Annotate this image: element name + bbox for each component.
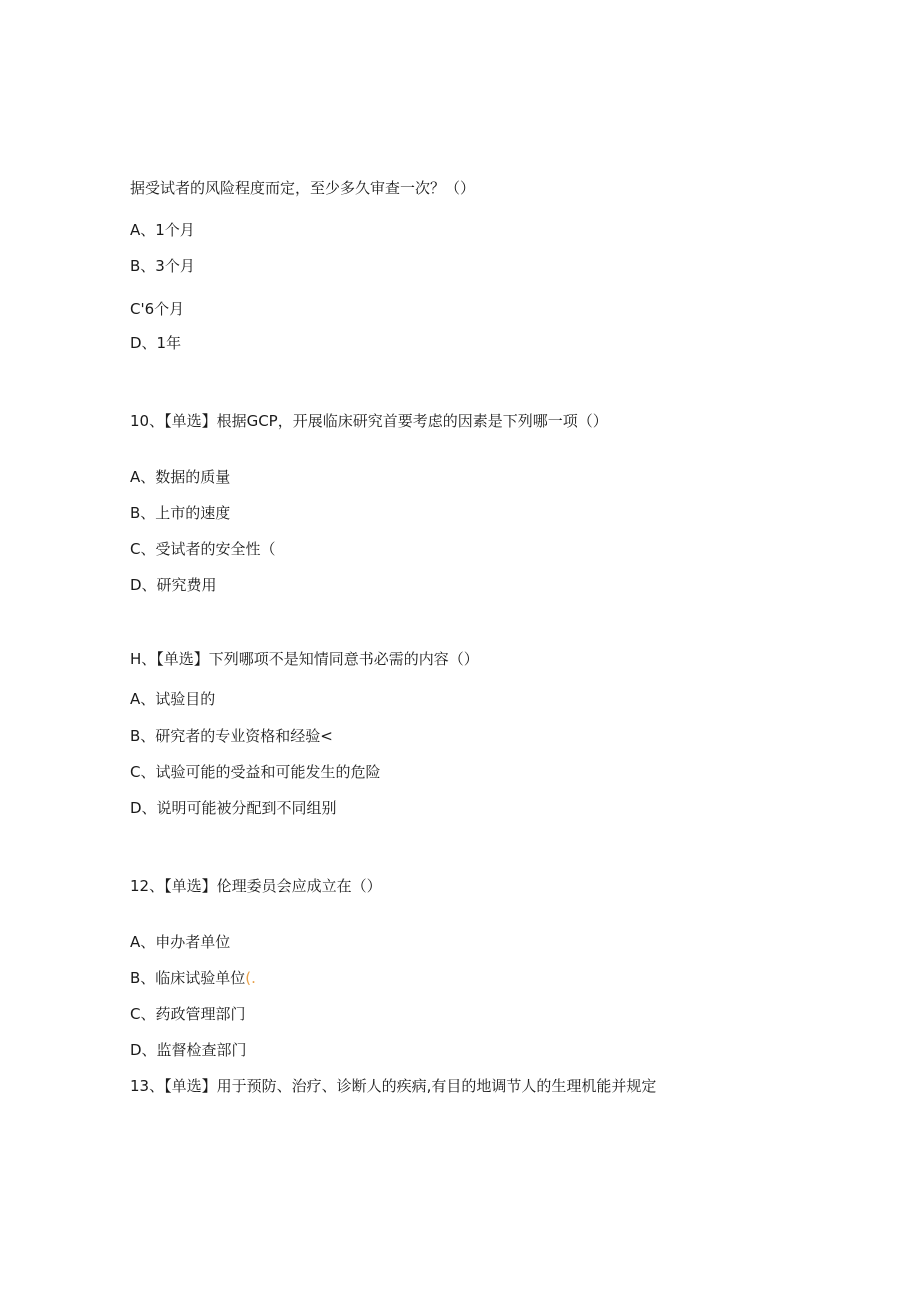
option-d: D、说明可能被分配到不同组别: [130, 799, 337, 817]
option-d: D、监督检查部门: [130, 1041, 247, 1059]
option-b: B、上市的速度: [130, 504, 231, 522]
question-stem: 10、【单选】根据GCP，开展临床研究首要考虑的因素是下列哪一项（）: [130, 412, 608, 430]
option-b-mark: (.: [245, 969, 256, 987]
option-a: A、1个月: [130, 221, 195, 239]
question-stem: 据受试者的风险程度而定，至少多久审查一次？（）: [130, 179, 476, 197]
question-stem: H、【单选】下列哪项不是知情同意书必需的内容（）: [130, 650, 479, 668]
option-b-text: B、临床试验单位: [130, 969, 246, 987]
option-b: [130, 968, 256, 988]
option-b: B、3个月: [130, 257, 195, 275]
option-d: D、1年: [130, 334, 182, 352]
option-a: A、试验目的: [130, 690, 216, 708]
option-a: A、数据的质量: [130, 468, 231, 486]
option-c: C、试验可能的受益和可能发生的危险: [130, 763, 381, 781]
option-b: B、研究者的专业资格和经验<: [130, 727, 333, 745]
option-d: D、研究费用: [130, 576, 217, 594]
question-stem: 13、【单选】用于预防、治疗、诊断人的疾病,有目的地调节人的生理机能并规定: [130, 1077, 657, 1095]
option-a: A、申办者单位: [130, 933, 231, 951]
question-stem: 12、【单选】伦理委员会应成立在（）: [130, 877, 382, 895]
option-c: C'6个月: [130, 300, 185, 318]
option-c: C、药政管理部门: [130, 1005, 246, 1023]
option-c: C、受试者的安全性（: [130, 540, 276, 558]
